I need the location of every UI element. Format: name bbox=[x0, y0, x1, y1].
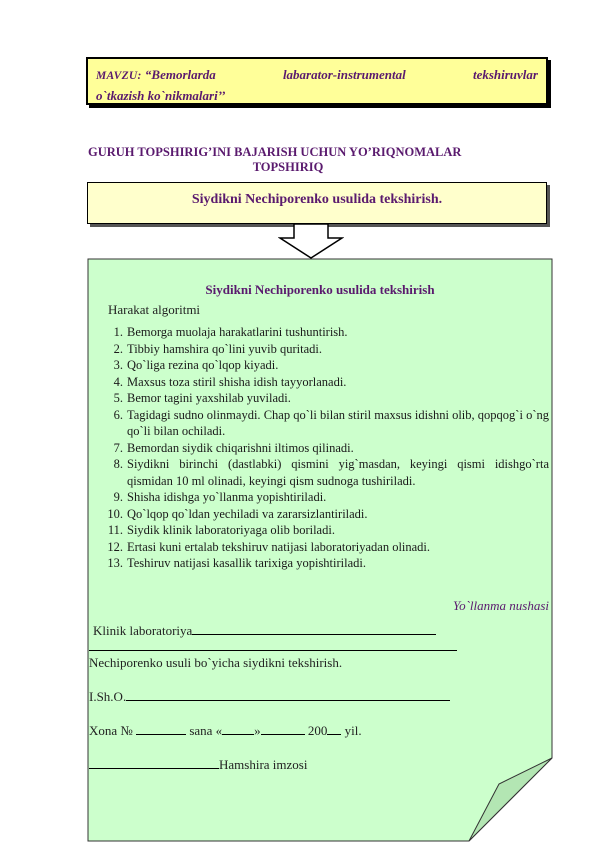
full-blank bbox=[89, 638, 457, 651]
signature-label: Hamshira imzosi bbox=[219, 757, 308, 772]
step-text: Bemorga muolaja harakatlarini tushuntirish. bbox=[127, 325, 348, 339]
date-label: sana « bbox=[189, 723, 223, 738]
step-number: 8. bbox=[113, 457, 123, 471]
blank-line bbox=[89, 638, 457, 655]
step-text: Bemor tagini yaxshilab yuviladi. bbox=[127, 391, 291, 405]
list-item bbox=[87, 539, 549, 556]
room-date-line bbox=[89, 722, 362, 739]
step-number: 5. bbox=[113, 391, 123, 405]
year-suffix: yil. bbox=[344, 723, 362, 738]
step-text: Bemordan siydik chiqarishni iltimos qilinadi. bbox=[127, 440, 354, 455]
step-number: 2. bbox=[113, 341, 123, 356]
task-box bbox=[87, 182, 547, 224]
guide-heading bbox=[88, 145, 548, 175]
down-arrow-icon bbox=[278, 222, 344, 260]
name-blank bbox=[126, 688, 450, 701]
room-label: Xona № bbox=[89, 723, 133, 738]
lab-line bbox=[93, 622, 436, 639]
step-text: Teshiruv natijasi kasallik tarixiga yopishtiriladi. bbox=[127, 556, 367, 570]
step-number: 13. bbox=[107, 556, 123, 570]
list-item bbox=[87, 324, 549, 341]
signature-blank bbox=[89, 756, 219, 769]
list-item bbox=[87, 407, 549, 440]
step-text: Siydik klinik laboratoriyaga olib boriladi. bbox=[127, 523, 335, 537]
step-text: Shisha idishga yo`llanma yopishtiriladi. bbox=[127, 490, 327, 504]
lab-label: Klinik laboratoriya bbox=[93, 623, 193, 638]
instructions-panel bbox=[87, 258, 553, 842]
copy-label: Yo`llanma nushasi bbox=[453, 598, 549, 613]
step-number: 4. bbox=[113, 374, 123, 389]
year-blank bbox=[327, 722, 341, 735]
topic-line-2: o`tkazish ko`nikmalari’’ bbox=[96, 88, 226, 103]
analysis-line: Nechiporenko usuli bo`yicha siydikni tekshirish. bbox=[89, 655, 343, 670]
topic-line-1-start bbox=[96, 65, 216, 86]
signature-line bbox=[89, 756, 307, 773]
list-item bbox=[87, 390, 549, 407]
date-mid: » bbox=[254, 723, 261, 738]
list-item bbox=[87, 357, 549, 374]
step-text: Qo`lqop qo`ldan yechiladi va zararsizlantiriladi. bbox=[127, 506, 368, 521]
list-item bbox=[87, 555, 549, 572]
step-number: 1. bbox=[113, 325, 123, 339]
algorithm-label: Harakat algoritmi bbox=[108, 302, 201, 317]
step-number: 3. bbox=[113, 358, 123, 372]
step-number: 9. bbox=[113, 490, 123, 504]
step-number: 12. bbox=[107, 539, 123, 554]
step-number: 10. bbox=[107, 506, 123, 521]
step-number: 6. bbox=[113, 407, 123, 422]
step-number: 11. bbox=[107, 523, 123, 537]
day-blank bbox=[222, 722, 254, 735]
list-item bbox=[87, 522, 549, 539]
month-blank bbox=[261, 722, 305, 735]
topic-label: MAVZU: bbox=[96, 70, 142, 82]
task-title: Siydikni Nechiporenko usulida tekshirish. bbox=[191, 192, 443, 207]
topic-text-c: tekshiruvlar bbox=[472, 67, 538, 82]
topic-box bbox=[86, 57, 548, 105]
step-text: Ertasi kuni ertalab tekshiruv natijasi laboratoriyadan olinadi. bbox=[127, 539, 431, 554]
list-item bbox=[87, 341, 549, 358]
topic-text-a: “Bemorlarda bbox=[144, 67, 216, 82]
lab-blank bbox=[192, 622, 436, 635]
guide-heading-main: GURUH TOPSHIRIG’INI BAJARISH UCHUN YO’RIQNOMALAR bbox=[88, 145, 462, 159]
step-text: Maxsus toza stiril shisha idish tayyorlanadi. bbox=[127, 374, 347, 389]
topic-line-1 bbox=[96, 65, 538, 86]
step-text: Qo`liga rezina qo`lqop kiyadi. bbox=[127, 358, 279, 372]
list-item bbox=[87, 456, 549, 489]
list-item bbox=[87, 440, 549, 457]
topic-text-b: labarator-instrumental bbox=[282, 67, 406, 82]
step-number: 7. bbox=[113, 440, 123, 455]
list-item bbox=[87, 374, 549, 391]
steps-list bbox=[87, 324, 549, 572]
name-label: I.Sh.O. bbox=[89, 689, 127, 704]
step-text: Tagidagi sudno olinmaydi. Chap qo`li bilan stiril maxsus idishni olib, qopqog`i o`ng qo`li bilan ochiladi. bbox=[127, 407, 549, 438]
list-item bbox=[87, 506, 549, 523]
room-blank bbox=[136, 722, 186, 735]
name-line bbox=[89, 688, 450, 705]
step-text: Tibbiy hamshira qo`lini yuvib quritadi. bbox=[127, 341, 323, 356]
step-text: Siydikni birinchi (dastlabki) qismini yig`masdan, keyingi qismi idishgo`rta qismidan 10 ml olinadi, keyingi qism sudnoga tushiriladi. bbox=[127, 457, 549, 488]
panel-title: Siydikni Nechiporenko usulida tekshirish bbox=[205, 282, 435, 297]
guide-subheading: TOPSHIRIQ bbox=[252, 160, 324, 174]
list-item bbox=[87, 489, 549, 506]
year-prefix: 200 bbox=[307, 723, 328, 738]
